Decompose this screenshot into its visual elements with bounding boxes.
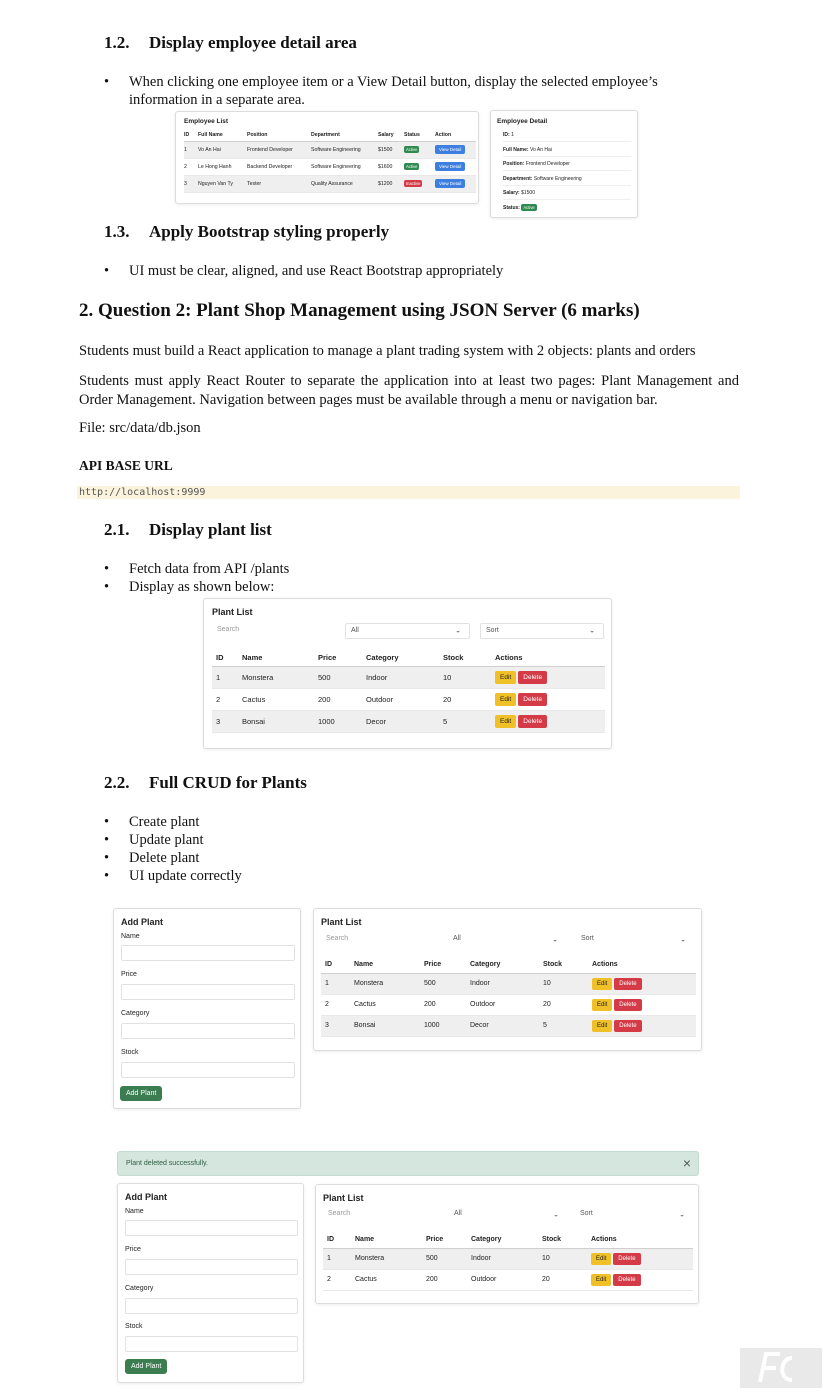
delete-button[interactable]: Delete (614, 1020, 641, 1032)
plant-table (321, 957, 696, 1037)
cell-name: Cactus (242, 688, 318, 710)
cell-name: Cactus (355, 1269, 426, 1290)
employee-table (184, 130, 476, 193)
table-row[interactable] (321, 1015, 696, 1036)
category-filter-select[interactable]: All ⌄ (345, 623, 470, 639)
delete-button[interactable]: Delete (518, 715, 547, 728)
col-id-header: ID (321, 957, 354, 973)
add-plant-title: Add Plant (125, 1192, 167, 1202)
cell-category: Indoor (471, 1248, 542, 1269)
stock-label: Stock (125, 1323, 143, 1330)
cell-id: 3 (184, 175, 198, 192)
detail-name-row: Full Name: Vo An Hai (503, 147, 631, 157)
cell-name: Monstera (355, 1248, 426, 1269)
col-stock-header: Stock (443, 649, 495, 666)
cell-price: 500 (426, 1248, 471, 1269)
cell-position: Backend Developer (247, 158, 311, 175)
cell-name: Bonsai (354, 1015, 424, 1036)
cell-action (435, 175, 476, 192)
col-actions-header: Actions (591, 1232, 693, 1248)
col-id-header: ID (212, 649, 242, 666)
table-row[interactable] (323, 1248, 693, 1269)
col-price-header: Price (318, 649, 366, 666)
col-name-header: Name (355, 1232, 426, 1248)
alert-message: Plant deleted successfully. (126, 1160, 208, 1167)
employee-list-card (175, 111, 479, 204)
section-2-1-heading: 2.1. Display plant list (104, 520, 272, 539)
status-badge: Active (406, 164, 418, 169)
plant-list-card (315, 1184, 699, 1304)
watermark-logo (740, 1348, 822, 1388)
cell-salary: $1600 (378, 158, 404, 175)
table-row[interactable] (323, 1269, 693, 1290)
cell-id: 1 (212, 666, 242, 688)
cell-department: Quality Assurance (311, 175, 378, 192)
section-2-1-bullets (104, 560, 714, 596)
col-price-header: Price (424, 957, 470, 973)
search-input[interactable]: Search (213, 623, 337, 639)
cell-id: 3 (321, 1015, 354, 1036)
category-filter-select[interactable]: All ⌄ (448, 932, 566, 948)
table-row[interactable] (184, 141, 476, 158)
add-plant-button[interactable]: Add Plant (120, 1086, 162, 1101)
cell-department: Software Engineering (311, 141, 378, 158)
cell-id: 2 (321, 994, 354, 1015)
plant-list-title: Plant List (321, 917, 362, 927)
col-department-header: Department (311, 130, 378, 141)
col-action-header: Action (435, 130, 476, 141)
edit-button[interactable]: Edit (592, 978, 612, 990)
table-row[interactable] (212, 666, 605, 688)
add-plant-title: Add Plant (121, 917, 163, 927)
col-category-header: Category (471, 1232, 542, 1248)
category-filter-select[interactable]: All ⌄ (449, 1207, 567, 1223)
cell-name: Le Hong Hanh (198, 158, 247, 175)
cell-price: 1000 (318, 710, 366, 732)
table-row[interactable] (321, 994, 696, 1015)
section-1-2-bullets (104, 73, 714, 109)
col-stock-header: Stock (542, 1232, 591, 1248)
table-row[interactable] (184, 175, 476, 192)
cell-price: 200 (426, 1269, 471, 1290)
col-price-header: Price (426, 1232, 471, 1248)
cell-category: Indoor (470, 973, 543, 994)
cell-name: Bonsai (242, 710, 318, 732)
cell-price: 200 (318, 688, 366, 710)
col-name-header: Name (242, 649, 318, 666)
section-1-3-bullets (104, 262, 714, 280)
edit-button[interactable]: Edit (591, 1274, 611, 1286)
sort-select[interactable]: Sort ⌄ (575, 1207, 693, 1223)
cell-department: Software Engineering (311, 158, 378, 175)
cell-category: Outdoor (471, 1269, 542, 1290)
name-input[interactable] (121, 945, 295, 961)
bullet-item: • UI update correctly (104, 867, 714, 885)
edit-button[interactable]: Edit (495, 693, 516, 706)
bullet-item: • Fetch data from API /plants (104, 560, 714, 578)
status-badge: Active (523, 205, 535, 210)
cell-action (435, 141, 476, 158)
section-1-2-heading: 1.2. Display employee detail area (104, 33, 357, 52)
cell-actions (592, 994, 696, 1015)
cell-action (435, 158, 476, 175)
detail-department-row: Department: Software Engineering (503, 176, 631, 186)
cell-salary: $1500 (378, 141, 404, 158)
add-plant-card (117, 1183, 304, 1383)
delete-button[interactable]: Delete (614, 978, 641, 990)
detail-status-row: Status: Active (503, 205, 535, 211)
view-detail-button[interactable]: View Detail (435, 162, 465, 171)
bullet-item: • Display as shown below: (104, 578, 714, 596)
category-label: Category (121, 1010, 150, 1017)
chevron-down-icon: ⌄ (553, 1211, 559, 1219)
col-name-header: Name (354, 957, 424, 973)
section-2-2-heading: 2.2. Full CRUD for Plants (104, 773, 307, 792)
employee-detail-title: Employee Detail (497, 118, 548, 125)
cell-price: 200 (424, 994, 470, 1015)
cell-stock: 10 (443, 666, 495, 688)
cell-status (404, 141, 435, 158)
cell-name: Monstera (354, 973, 424, 994)
stock-input[interactable] (125, 1336, 298, 1352)
delete-button[interactable]: Delete (518, 671, 547, 684)
cell-category: Outdoor (366, 688, 443, 710)
price-label: Price (125, 1246, 141, 1253)
section-2-2-bullets (104, 813, 714, 885)
cell-id: 1 (323, 1248, 355, 1269)
cell-id: 1 (321, 973, 354, 994)
cell-name: Vo An Hai (198, 141, 247, 158)
status-badge: Active (406, 147, 418, 152)
api-url-code: http://localhost:9999 (77, 486, 740, 499)
q2-file-path: File: src/data/db.json (79, 420, 201, 436)
chevron-down-icon: ⌄ (455, 627, 461, 635)
table-row[interactable] (184, 158, 476, 175)
col-salary-header: Salary (378, 130, 404, 141)
cell-price: 500 (318, 666, 366, 688)
add-plant-button[interactable]: Add Plant (125, 1359, 167, 1374)
q2-paragraph-2: Students must apply React Router to separate the application into at least two pages: Plant Management and Order Management. Navigation between pages must be available through a menu or navigation bar. (79, 373, 739, 408)
cell-actions (495, 666, 605, 688)
cell-name: Cactus (354, 994, 424, 1015)
chevron-down-icon: ⌄ (679, 1211, 685, 1219)
sort-select[interactable]: Sort ⌄ (480, 623, 604, 639)
cell-name: Monstera (242, 666, 318, 688)
delete-button[interactable]: Delete (613, 1274, 640, 1286)
cell-status (404, 158, 435, 175)
close-icon[interactable]: × (682, 1155, 691, 1171)
edit-button[interactable]: Edit (592, 999, 612, 1011)
cell-position: Tester (247, 175, 311, 192)
status-badge: Inactive (406, 181, 421, 186)
cell-stock: 5 (443, 710, 495, 732)
cell-stock: 10 (543, 973, 592, 994)
employee-list-title: Employee List (184, 118, 229, 125)
detail-position-row: Position: Frontend Developer (503, 161, 631, 171)
delete-button[interactable]: Delete (613, 1253, 640, 1265)
chevron-down-icon: ⌄ (589, 627, 595, 635)
employee-detail-card (490, 110, 638, 218)
cell-category: Decor (470, 1015, 543, 1036)
price-input[interactable] (125, 1259, 298, 1275)
cell-category: Outdoor (470, 994, 543, 1015)
detail-id-row: ID: 1 (503, 132, 631, 142)
cell-category: Indoor (366, 666, 443, 688)
cell-salary: $1200 (378, 175, 404, 192)
cell-actions (495, 688, 605, 710)
chevron-down-icon: ⌄ (680, 936, 686, 944)
cell-id: 3 (212, 710, 242, 732)
col-category-header: Category (366, 649, 443, 666)
price-label: Price (121, 971, 137, 978)
edit-button[interactable]: Edit (591, 1253, 611, 1265)
cell-stock: 20 (543, 994, 592, 1015)
success-alert (117, 1151, 699, 1176)
cell-stock: 20 (443, 688, 495, 710)
category-label: Category (125, 1285, 154, 1292)
stock-label: Stock (121, 1049, 139, 1056)
col-id-header: ID (184, 130, 198, 141)
cell-category: Decor (366, 710, 443, 732)
cell-position: Frontend Developer (247, 141, 311, 158)
search-input[interactable]: Search (322, 932, 440, 948)
col-fullname-header: Full Name (198, 130, 247, 141)
bullet-item: • Update plant (104, 831, 714, 849)
plant-table (212, 649, 605, 733)
bullet-item: • Create plant (104, 813, 714, 831)
col-stock-header: Stock (543, 957, 592, 973)
plant-list-card (313, 908, 702, 1051)
cell-name: Nguyen Van Ty (198, 175, 247, 192)
col-status-header: Status (404, 130, 435, 141)
detail-salary-row: Salary: $1500 (503, 190, 631, 200)
bullet-item: • When clicking one employee item or a View Detail button, display the selected employee’s information in a separate area. (104, 73, 714, 109)
bullet-item: • Delete plant (104, 849, 714, 867)
add-plant-card (113, 908, 301, 1109)
table-row[interactable] (212, 688, 605, 710)
col-category-header: Category (470, 957, 543, 973)
category-input[interactable] (125, 1298, 298, 1314)
api-base-url-label: API BASE URL (79, 458, 173, 473)
name-label: Name (121, 933, 140, 940)
edit-button[interactable]: Edit (592, 1020, 612, 1032)
category-input[interactable] (121, 1023, 295, 1039)
col-actions-header: Actions (592, 957, 696, 973)
col-actions-header: Actions (495, 649, 605, 666)
search-input[interactable]: Search (324, 1207, 442, 1223)
q2-paragraph-1: Students must build a React application to manage a plant trading system with 2 objects: plants and orders (79, 343, 696, 359)
stock-input[interactable] (121, 1062, 295, 1078)
bullet-item: • UI must be clear, aligned, and use React Bootstrap appropriately (104, 262, 714, 280)
col-id-header: ID (323, 1232, 355, 1248)
edit-button[interactable]: Edit (495, 671, 516, 684)
cell-actions (495, 710, 605, 732)
cell-stock: 10 (542, 1248, 591, 1269)
view-detail-button[interactable]: View Detail (435, 145, 465, 154)
col-position-header: Position (247, 130, 311, 141)
name-input[interactable] (125, 1220, 298, 1236)
cell-stock: 20 (542, 1269, 591, 1290)
watermark-logo-icon (740, 1348, 822, 1388)
delete-button[interactable]: Delete (614, 999, 641, 1011)
cell-id: 1 (184, 141, 198, 158)
name-label: Name (125, 1208, 144, 1215)
edit-button[interactable]: Edit (495, 715, 516, 728)
table-row[interactable] (212, 710, 605, 732)
plant-list-card (203, 598, 612, 749)
chevron-down-icon: ⌄ (552, 936, 558, 944)
cell-id: 2 (184, 158, 198, 175)
plant-table (323, 1232, 693, 1291)
cell-id: 2 (212, 688, 242, 710)
cell-actions (591, 1269, 693, 1290)
table-row[interactable] (321, 973, 696, 994)
plant-list-title: Plant List (323, 1193, 364, 1203)
cell-status (404, 175, 435, 192)
cell-id: 2 (323, 1269, 355, 1290)
view-detail-button[interactable]: View Detail (435, 179, 465, 188)
cell-price: 1000 (424, 1015, 470, 1036)
section-1-3-heading: 1.3. Apply Bootstrap styling properly (104, 222, 390, 241)
plant-list-title: Plant List (212, 607, 253, 617)
cell-stock: 5 (543, 1015, 592, 1036)
cell-price: 500 (424, 973, 470, 994)
question-2-heading: 2. Question 2: Plant Shop Management using JSON Server (6 marks) (79, 300, 640, 321)
price-input[interactable] (121, 984, 295, 1000)
sort-select[interactable]: Sort ⌄ (576, 932, 694, 948)
cell-actions (592, 1015, 696, 1036)
delete-button[interactable]: Delete (518, 693, 547, 706)
cell-actions (591, 1248, 693, 1269)
cell-actions (592, 973, 696, 994)
